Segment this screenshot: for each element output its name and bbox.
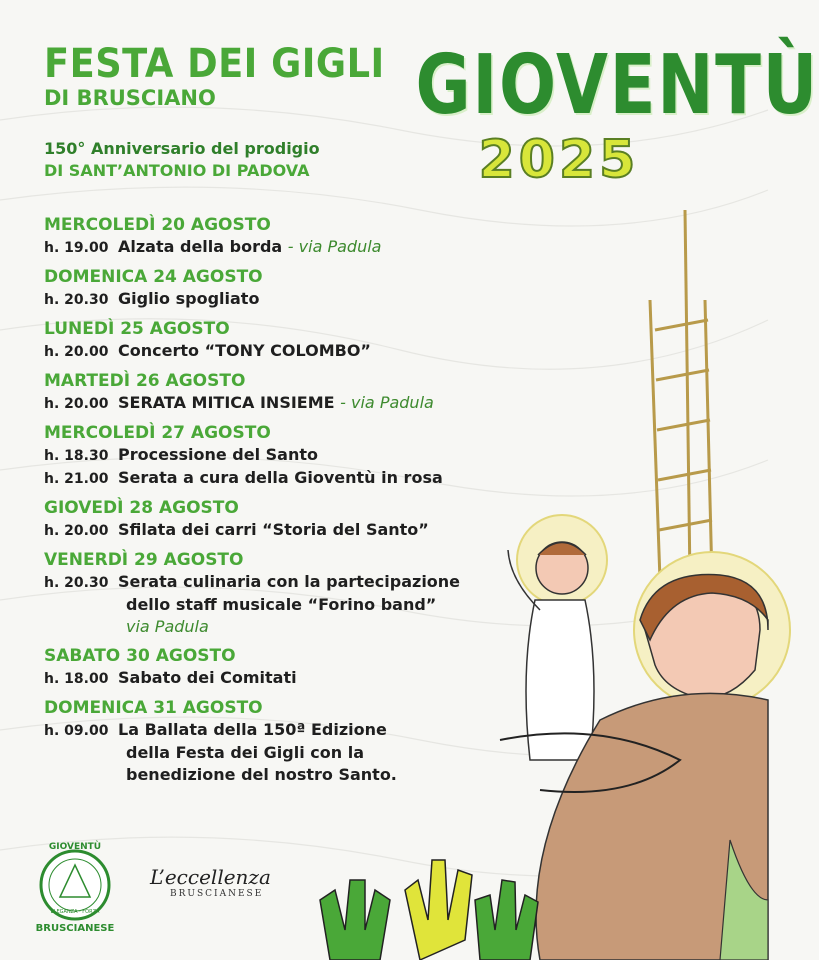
event-text: SERATA MITICA INSIEME: [118, 393, 335, 412]
event-text: Concerto “TONY COLOMBO”: [118, 341, 371, 360]
day-title: MERCOLEDÌ 20 AGOSTO: [44, 215, 271, 235]
day-title: MARTEDÌ 26 AGOSTO: [44, 371, 246, 391]
eccellenza-script: L’eccellenza: [150, 865, 271, 889]
event-text: Sabato dei Comitati: [118, 668, 297, 687]
eccellenza-logo: [150, 865, 280, 925]
festival-title: FESTA DEI GIGLI: [44, 41, 385, 87]
event-text: Sfilata dei carri “Storia del Santo”: [118, 520, 429, 539]
event-time: h. 20.00: [44, 523, 109, 539]
day-title: SABATO 30 AGOSTO: [44, 646, 236, 666]
day-title: GIOVEDÌ 28 AGOSTO: [44, 498, 239, 518]
event-text: Giglio spogliato: [118, 289, 260, 308]
event-text: Serata a cura della Gioventù in rosa: [118, 468, 443, 487]
event-text: La Ballata della 150ª Edizione: [118, 720, 387, 739]
event-text: Processione del Santo: [118, 445, 318, 464]
event-time: h. 21.00: [44, 471, 109, 487]
event-continuation: della Festa dei Gigli con la: [126, 743, 364, 762]
event-time: h. 09.00: [44, 723, 109, 739]
event-time: h. 20.30: [44, 575, 109, 591]
year-title: 2025: [478, 130, 640, 190]
event-time: h. 18.00: [44, 671, 109, 687]
event-text: Serata culinaria con la partecipazione: [118, 572, 461, 591]
anniversary-line-2: DI SANT’ANTONIO DI PADOVA: [44, 161, 310, 180]
event-place: via Padula: [126, 617, 209, 636]
eccellenza-subtitle: BRUSCIANESE: [170, 889, 264, 899]
event-time: h. 19.00: [44, 240, 109, 256]
festival-subtitle: DI BRUSCIANO: [44, 86, 216, 110]
green-hand-icon: [475, 880, 538, 960]
event-time: h. 18.30: [44, 448, 109, 464]
anniversary-line-1: 150° Anniversario del prodigio: [44, 139, 320, 158]
event-time: h. 20.00: [44, 396, 109, 412]
event-continuation: benedizione del nostro Santo.: [126, 765, 397, 784]
gioventu-title: GIOVENTÙ: [415, 38, 819, 133]
event-place: - via Padula: [287, 237, 382, 256]
logo-ring-text: ELEGANZA · FORZA: [50, 909, 100, 915]
gioventu-brusciano-logo: [30, 835, 120, 935]
gioventu-title-block: [384, 38, 819, 190]
event-place: - via Padula: [340, 393, 434, 412]
event-continuation: dello staff musicale “Forino band”: [126, 595, 437, 614]
anniversary-text: [44, 138, 320, 182]
day-title: LUNEDÌ 25 AGOSTO: [44, 319, 230, 339]
saint-illustration: [480, 200, 768, 960]
day-title: DOMENICA 24 AGOSTO: [44, 267, 263, 287]
logo-bottom-text: BRUSCIANESE: [35, 923, 115, 934]
day-title: DOMENICA 31 AGOSTO: [44, 698, 263, 718]
logo-top-text: GIOVENTÙ: [48, 842, 102, 852]
festival-header: [44, 42, 414, 110]
event-text: Alzata della borda: [118, 237, 283, 256]
day-title: MERCOLEDÌ 27 AGOSTO: [44, 423, 271, 443]
event-time: h. 20.30: [44, 292, 109, 308]
event-time: h. 20.00: [44, 344, 109, 360]
day-title: VENERDÌ 29 AGOSTO: [44, 550, 244, 570]
giglio-tower-icon: [650, 210, 712, 580]
